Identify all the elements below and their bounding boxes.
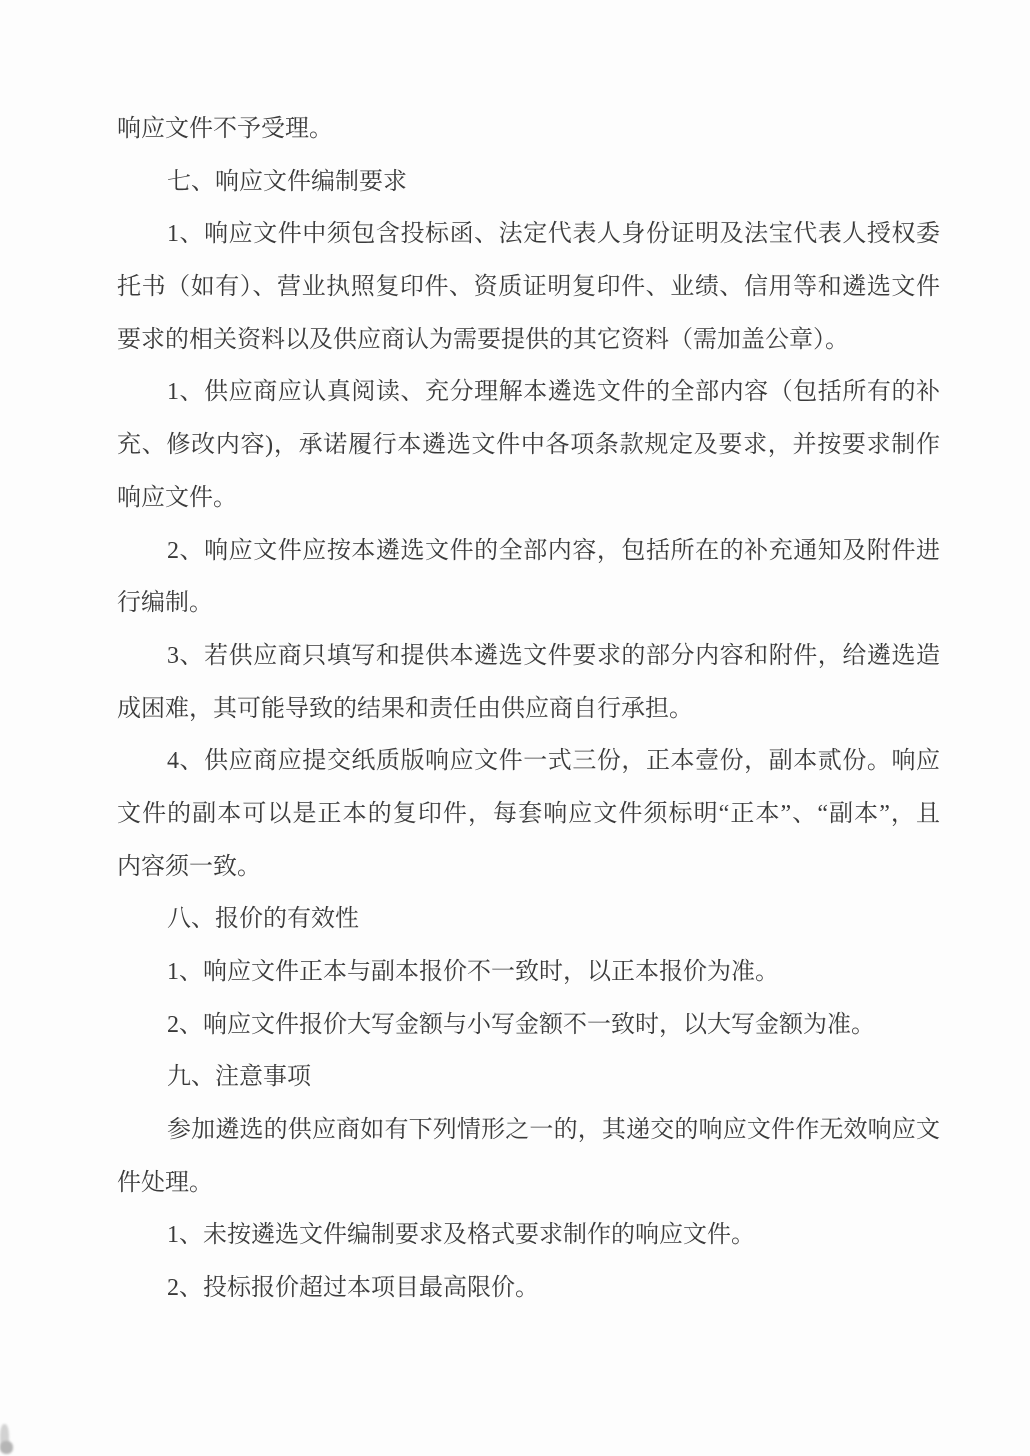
text-line: 1、供应商应认真阅读、充分理解本遴选文件的全部内容（包括所有的补 — [167, 379, 940, 406]
text-line: 件处理。 — [117, 1169, 213, 1196]
text-line: 2、投标报价超过本项目最高限价。 — [167, 1275, 539, 1302]
text-line: 内容须一致。 — [117, 853, 261, 880]
scan-smudge — [0, 1441, 13, 1454]
text-line: 响应文件不予受理。 — [117, 116, 333, 142]
text-line: 2、响应文件应按本遴选文件的全部内容，包括所在的补充通知及附件进 — [167, 537, 940, 564]
text-line: 参加遴选的供应商如有下列情形之一的，其递交的响应文件作无效响应文 — [167, 1117, 940, 1144]
text-line: 2、响应文件报价大写金额与小写金额不一致时，以大写金额为准。 — [167, 1011, 875, 1038]
text-line: 4、供应商应提交纸质版响应文件一式三份，正本壹份，副本贰份。响应 — [167, 748, 940, 775]
text-line: 九、注意事项 — [167, 1064, 311, 1091]
document-body — [117, 103, 940, 1315]
text-line: 成困难，其可能导致的结果和责任由供应商自行承担。 — [117, 695, 693, 722]
text-line: 3、若供应商只填写和提供本遴选文件要求的部分内容和附件，给遴选造 — [167, 642, 940, 669]
text-line: 托书（如有）、营业执照复印件、资质证明复印件、业绩、信用等和遴选文件 — [117, 274, 940, 301]
text-line: 1、未按遴选文件编制要求及格式要求制作的响应文件。 — [167, 1222, 755, 1249]
text-line: 七、响应文件编制要求 — [167, 168, 407, 195]
text-line: 充、修改内容)，承诺履行本遴选文件中各项条款规定及要求，并按要求制作 — [117, 432, 940, 459]
text-line: 1、响应文件正本与副本报价不一致时，以正本报价为准。 — [167, 959, 779, 985]
text-line: 要求的相关资料以及供应商认为需要提供的其它资料（需加盖公章）。 — [117, 326, 849, 353]
text-line: 响应文件。 — [117, 484, 237, 511]
text-line: 文件的副本可以是正本的复印件，每套响应文件须标明“正本”、“副本”，且 — [117, 800, 940, 827]
text-line: 八、报价的有效性 — [167, 906, 359, 933]
text-line: 1、响应文件中须包含投标函、法定代表人身份证明及法宝代表人授权委 — [167, 221, 940, 248]
text-line: 行编制。 — [117, 590, 213, 617]
